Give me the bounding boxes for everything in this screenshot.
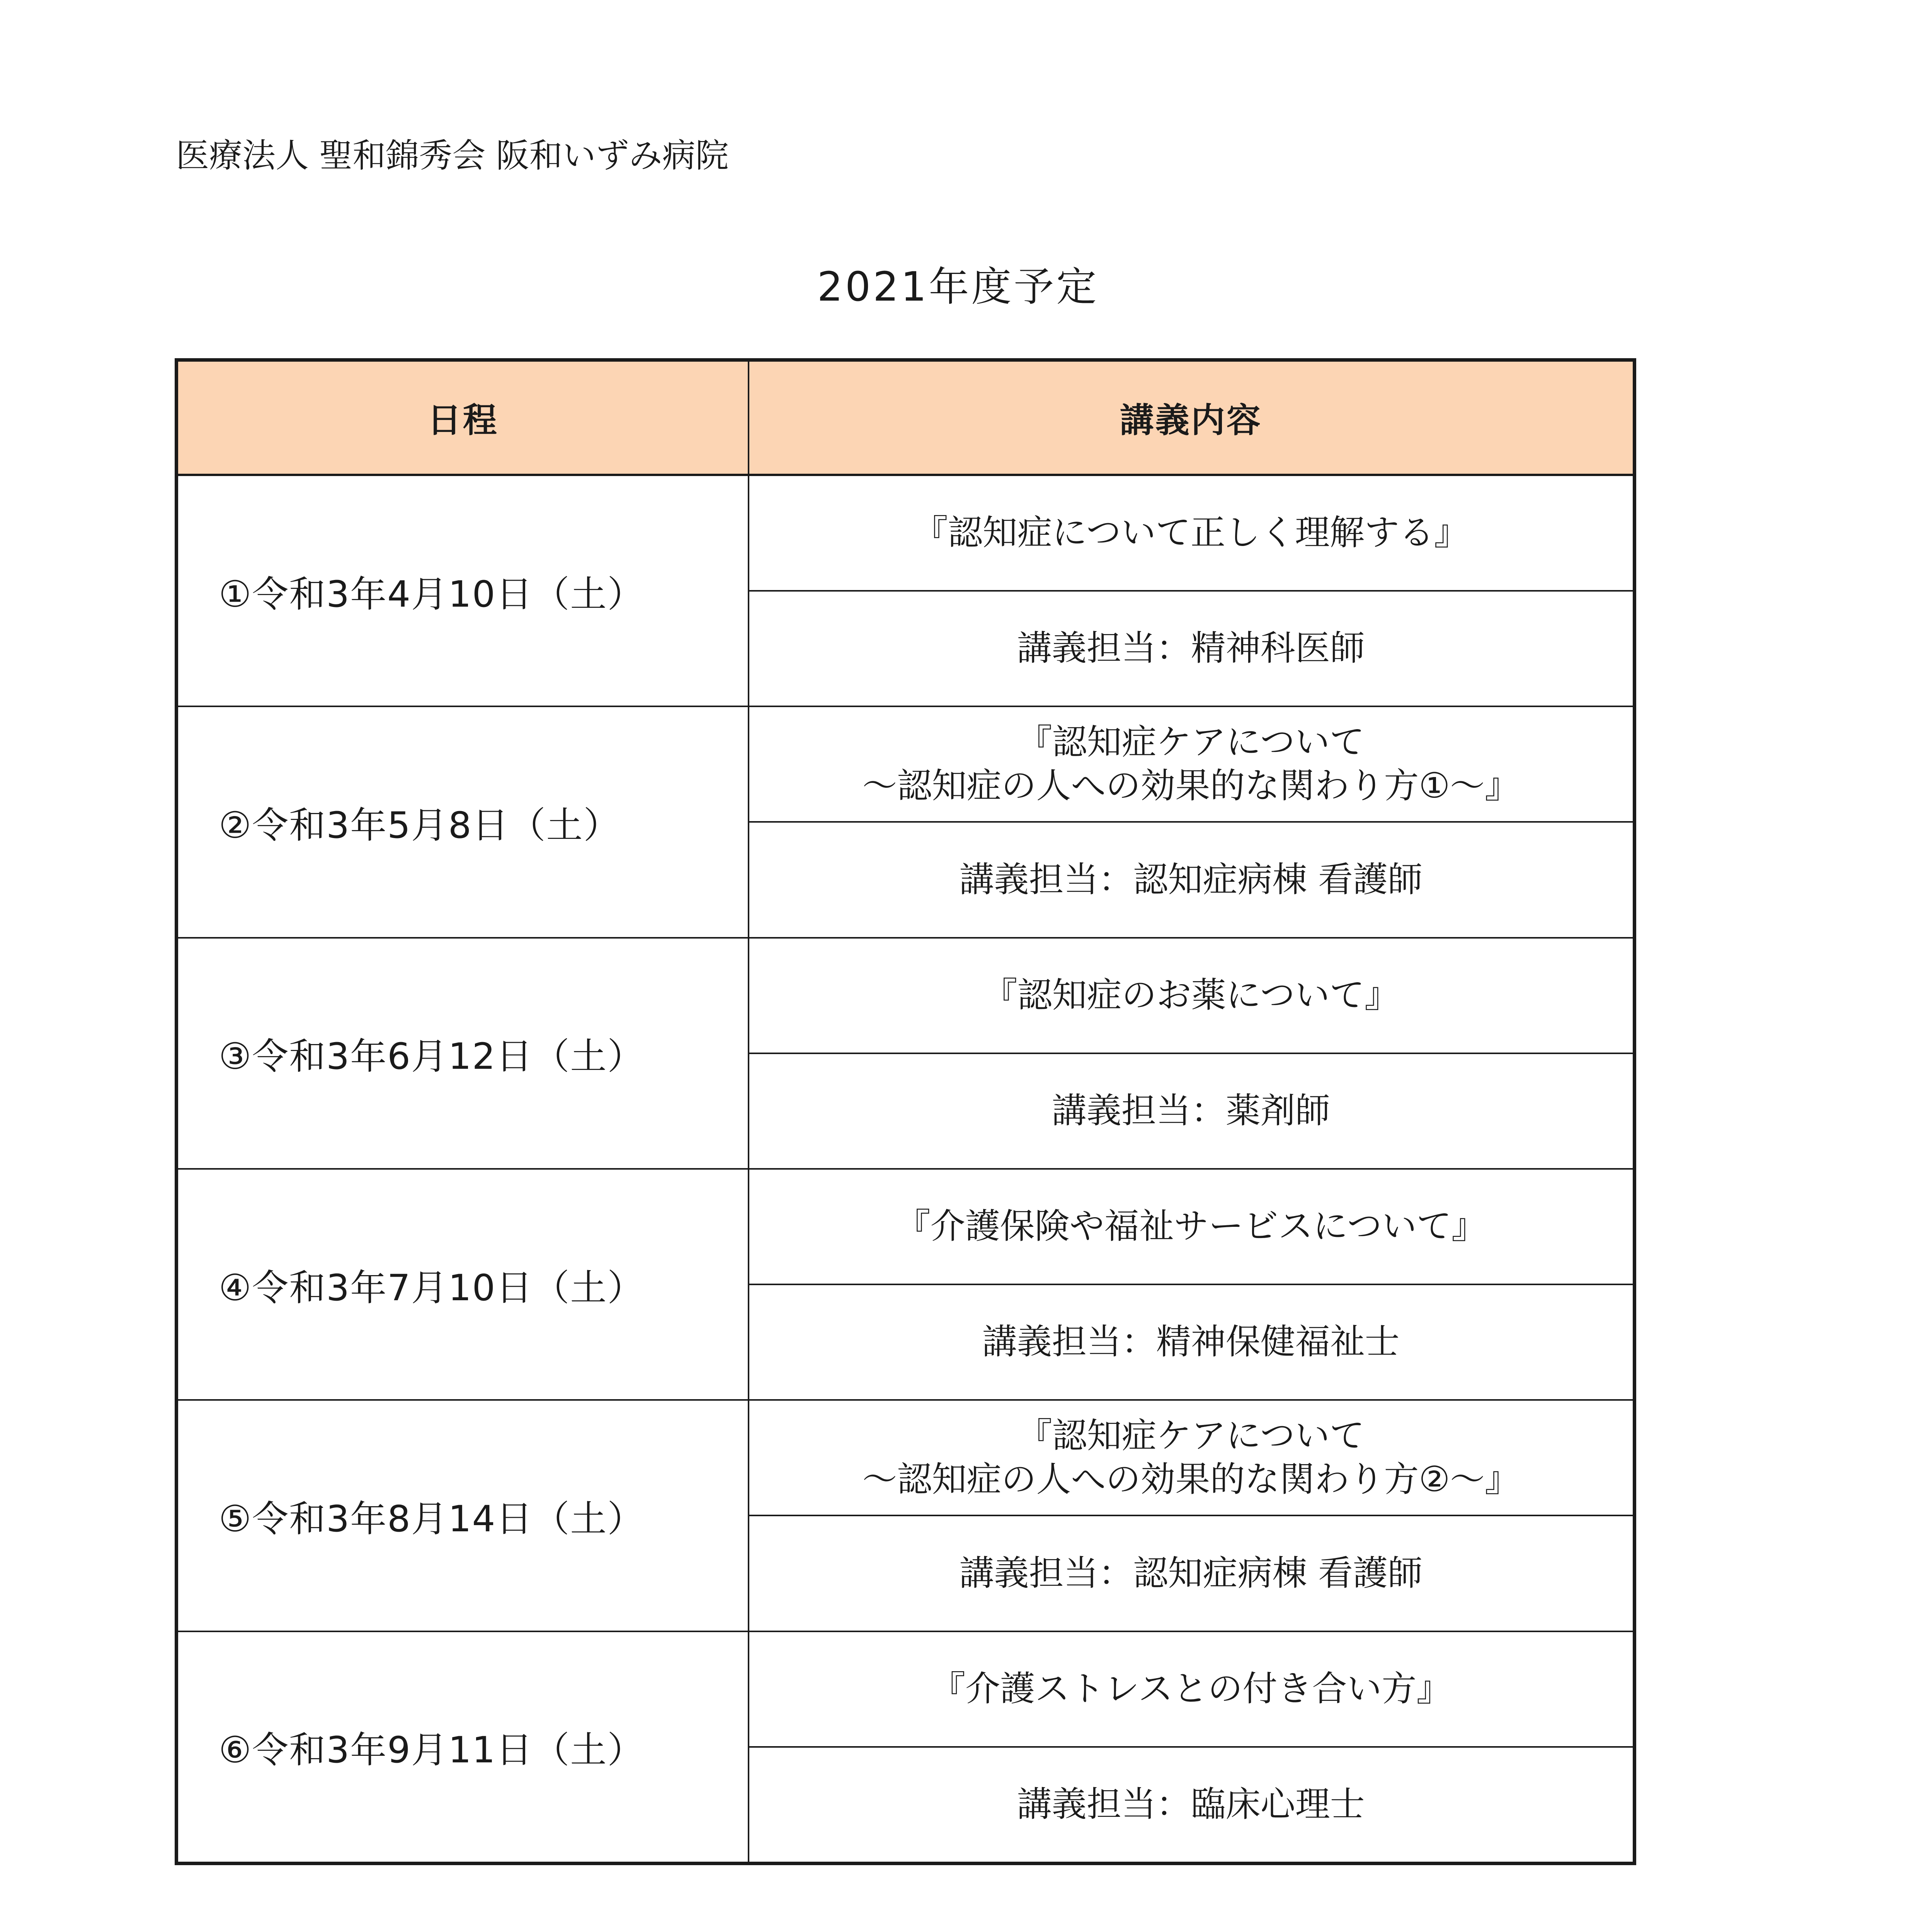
column-header-content: 講義内容 bbox=[749, 360, 1635, 475]
organization-name: 医療法人 聖和錦秀会 阪和いずみ病院 bbox=[176, 136, 729, 175]
schedule-table bbox=[175, 358, 1636, 1865]
topic-line: 『認知症のお薬について』 bbox=[982, 975, 1399, 1015]
schedule-title: 2021年度予定 bbox=[817, 263, 1099, 310]
session-lecturer-1: 講義担当：精神科医師 bbox=[749, 591, 1635, 706]
session-lecturer-2: 講義担当：認知症病棟 看護師 bbox=[749, 822, 1635, 937]
session-row-2-topic bbox=[177, 706, 1635, 822]
table-header-row bbox=[177, 360, 1635, 475]
session-topic-2 bbox=[749, 706, 1635, 822]
session-date-4: ④令和3年7月10日（土） bbox=[177, 1169, 749, 1400]
topic-line: 『介護ストレスとの付き合い方』 bbox=[931, 1668, 1451, 1709]
session-date-2: ②令和3年5月8日（土） bbox=[177, 706, 749, 937]
session-date-1: ①令和3年4月10日（土） bbox=[177, 475, 749, 706]
note-item bbox=[209, 1926, 1646, 1932]
session-date-3: ③令和3年6月12日（土） bbox=[177, 938, 749, 1169]
session-row-3-topic bbox=[177, 938, 1635, 1053]
topic-line: ～認知症の人への効果的な関わり方②～』 bbox=[862, 1459, 1520, 1500]
session-topic-6 bbox=[749, 1631, 1635, 1747]
session-topic-4 bbox=[749, 1169, 1635, 1284]
session-row-6-topic bbox=[177, 1631, 1635, 1747]
session-date-5: ⑤令和3年8月14日（土） bbox=[177, 1400, 749, 1631]
session-row-1-topic bbox=[177, 475, 1635, 591]
session-date-6: ⑥令和3年9月11日（土） bbox=[177, 1631, 749, 1864]
session-topic-1 bbox=[749, 475, 1635, 591]
session-topic-3 bbox=[749, 938, 1635, 1053]
topic-line: 『認知症ケアについて bbox=[1017, 1415, 1365, 1456]
session-lecturer-5: 講義担当：認知症病棟 看護師 bbox=[749, 1515, 1635, 1631]
session-topic-5 bbox=[749, 1400, 1635, 1515]
session-lecturer-4: 講義担当：精神保健福祉士 bbox=[749, 1284, 1635, 1400]
session-lecturer-3: 講義担当：薬剤師 bbox=[749, 1053, 1635, 1169]
topic-line: 『介護保険や福祉サービスについて』 bbox=[895, 1206, 1486, 1247]
notes-list bbox=[209, 1926, 1646, 1932]
session-lecturer-6: 講義担当：臨床心理士 bbox=[749, 1747, 1635, 1864]
column-header-date: 日程 bbox=[177, 360, 749, 475]
session-row-5-topic bbox=[177, 1400, 1635, 1515]
topic-line: 『認知症ケアについて bbox=[1017, 722, 1365, 763]
topic-line: ～認知症の人への効果的な関わり方①～』 bbox=[862, 765, 1520, 806]
session-row-4-topic bbox=[177, 1169, 1635, 1284]
topic-line: 『認知症について正しく理解する』 bbox=[913, 512, 1469, 553]
